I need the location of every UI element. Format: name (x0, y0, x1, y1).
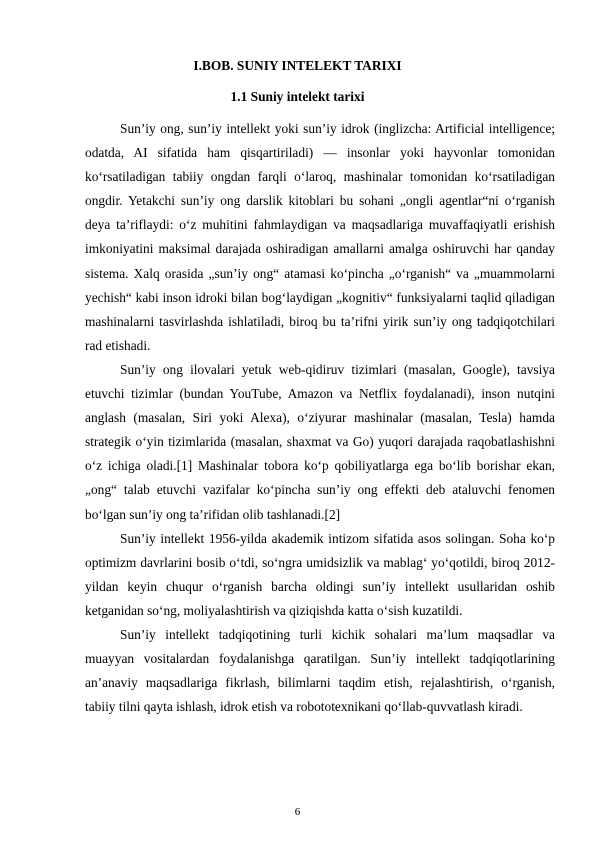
paragraph: Sun’iy ong ilovalari yetuk web-qidiruv tizimlari (masalan, Google), tavsiya etuvchi tizimlar (bundan YouTube, Amazon va Netflix foydalanadi), inson nutqini anglash (masalan, Siri yoki Alexa), o‘ziyurar mashinalar (masalan, Tesla) hamda strategik o‘yin tizimlarida (masalan, shaxmat va Go) yuqori darajada raqobatlashishni o‘z ichiga oladi.[1] Mashinalar tobora ko‘p qobiliyatlarga ega bo‘lib borishar ekan, „ong“ talab etuvchi vazifalar ko‘pincha sun’iy ong effekti deb ataluvchi fenomen bo‘lgan sun’iy ong ta’rifidan olib tashlanadi.[2] (85, 361, 555, 522)
paragraph: Sun’iy intellekt tadqiqotining turli kichik sohalari ma’lum maqsadlar va muayyan vositalardan foydalanishga qaratilgan. Sun’iy intellekt tadqiqotlarining an’anaviy maqsadlariga fikrlash, bilimlarni taqdim etish, rejalashtirish, o‘rganish, tabiiy tilni qayta ishlash, idrok etish va robototexnikani qo‘llab-quvvatlash kiradi. (85, 626, 555, 715)
paragraph: Sun’iy intellekt 1956-yilda akademik intizom sifatida asos solingan. Soha ko‘p optimizm davrlarini bosib o‘tdi, so‘ngra umidsizlik va mablag‘ yo‘qotildi, biroq 2012-yildan keyin chuqur o‘rganish barcha oldingi sun’iy intellekt usullaridan oshib ketganidan so‘ng, moliyalashtirish va qiziqishda katta o‘sish kuzatildi. (85, 530, 555, 618)
body-text (85, 117, 555, 719)
chapter-title: I.BOB. SUNIY INTELEKT TARIXI (193, 58, 402, 73)
page-number: 6 (294, 806, 301, 818)
paragraph: Sun’iy ong, sun’iy intellekt yoki sun’iy idrok (inglizcha: Artificial intelligence; odatda, AI sifatida ham qisqartiriladi) — insonlar yoki hayvonlar tomonidan ko‘rsatiladigan tabiiy ongdan farqli o‘laroq, mashinalar tomonidan ko‘rsatiladigan ongdir. Yetakchi sun’iy ong darslik kitoblari bu sohani „ongli agentlar“ni o‘rganish deya ta’riflaydi: o‘z muhitini fahmlaydigan va maqsadlariga muvaffaqiyatli erishish imkoniyatini maksimal darajada oshiradigan amallarni amalga oshiruvchi har qanday sistema. Xalq orasida „sun’iy ong“ atamasi ko‘pincha „o‘rganish“ va „muammolarni yechish“ kabi inson idroki bilan bog‘laydigan „kognitiv“ funksiyalarni taqlid qiladigan mashinalarni tasvirlashda ishlatiladi, biroq bu ta’rifni yirik sun’iy ong tadqiqotchilari rad etishadi. (85, 121, 555, 353)
section-title: 1.1 Suniy intelekt tarixi (230, 89, 365, 104)
